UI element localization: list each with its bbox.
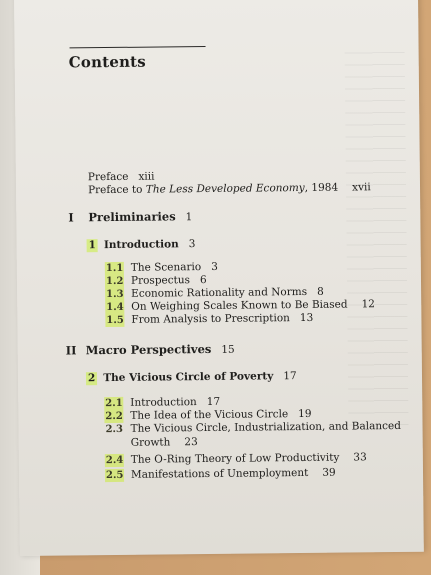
section-page: 33	[353, 451, 367, 464]
section-number: 2.2	[105, 410, 123, 423]
section-title: Introduction	[130, 396, 197, 409]
entry-page: xvii	[352, 181, 371, 194]
section-title: The Idea of the Vicious Circle	[130, 408, 289, 422]
section-page: 19	[298, 407, 312, 421]
section-number: 2.3	[105, 423, 124, 436]
section-number: 2.1	[105, 397, 123, 410]
toc-section-1-5	[105, 312, 313, 327]
section-title: The O-Ring Theory of Low Productivity	[130, 451, 340, 466]
toc-section-2-3	[104, 420, 401, 436]
heading-rule	[70, 46, 206, 48]
toc-section-2-4	[105, 451, 367, 467]
section-title: The Scenario	[130, 261, 202, 274]
toc-section-2-5	[105, 467, 336, 482]
section-title: From Analysis to Prescription	[131, 312, 290, 326]
part-title: Macro Perspectives	[85, 341, 212, 358]
section-number: 1.2	[105, 275, 124, 288]
chapter-number: 1	[87, 239, 98, 252]
section-title: Economic Rationality and Norms	[131, 285, 308, 300]
section-page: 23	[184, 436, 198, 449]
entry-title-prefix: Preface to	[87, 183, 146, 197]
toc-part-2	[66, 343, 235, 359]
section-number: 1.3	[106, 288, 124, 301]
chapter-page: 3	[188, 238, 196, 251]
section-page: 8	[317, 285, 324, 298]
toc-entry-preface	[88, 171, 155, 185]
toc-chapter-2	[86, 370, 297, 385]
part-page: 15	[221, 343, 235, 356]
part-title: Preliminaries	[88, 209, 176, 225]
entry-title-italic: The Less Developed Economy	[145, 181, 305, 196]
section-page: 39	[322, 466, 336, 479]
chapter-number: 2	[86, 372, 97, 385]
book-page	[14, 0, 424, 556]
chapter-title: The Vicious Circle of Poverty	[103, 370, 274, 385]
section-title: Manifestations of Unemployment	[130, 466, 309, 481]
section-number: 1.4	[106, 301, 124, 314]
section-number: 1.1	[105, 262, 124, 275]
section-page: 17	[206, 395, 221, 409]
section-page: 3	[211, 260, 218, 273]
chapter-title: Introduction	[103, 238, 179, 252]
toc-section-1-1	[105, 261, 218, 275]
entry-title-suffix: , 1984	[304, 181, 339, 194]
section-page: 6	[199, 273, 207, 287]
part-page: 1	[185, 211, 193, 224]
chapter-page: 17	[283, 370, 297, 383]
section-page: 12	[361, 298, 376, 311]
section-number: 2.4	[105, 454, 124, 467]
section-title: On Weighing Scales Known to Be Biased	[131, 298, 348, 313]
part-number: I	[68, 210, 74, 225]
toc-entry-preface-1984	[88, 181, 371, 197]
toc-part-1	[68, 210, 192, 225]
entry-title: Preface	[87, 170, 129, 184]
toc-section-1-2	[105, 274, 207, 288]
section-title-continued: Growth	[130, 436, 171, 449]
part-number: II	[65, 343, 77, 358]
section-number: 2.5	[105, 469, 124, 482]
section-page: 13	[299, 311, 314, 325]
toc-section-2-1	[104, 396, 220, 410]
page-title: Contents	[68, 52, 146, 72]
toc-section-2-3-cont	[131, 436, 198, 450]
section-number: 1.5	[106, 314, 124, 327]
section-title: The Vicious Circle, Industrialization, and Balanced	[130, 419, 401, 435]
section-title: Prospectus	[130, 274, 191, 287]
entry-page: xiii	[138, 170, 155, 183]
show-through	[345, 52, 409, 433]
toc-chapter-1	[87, 238, 196, 252]
